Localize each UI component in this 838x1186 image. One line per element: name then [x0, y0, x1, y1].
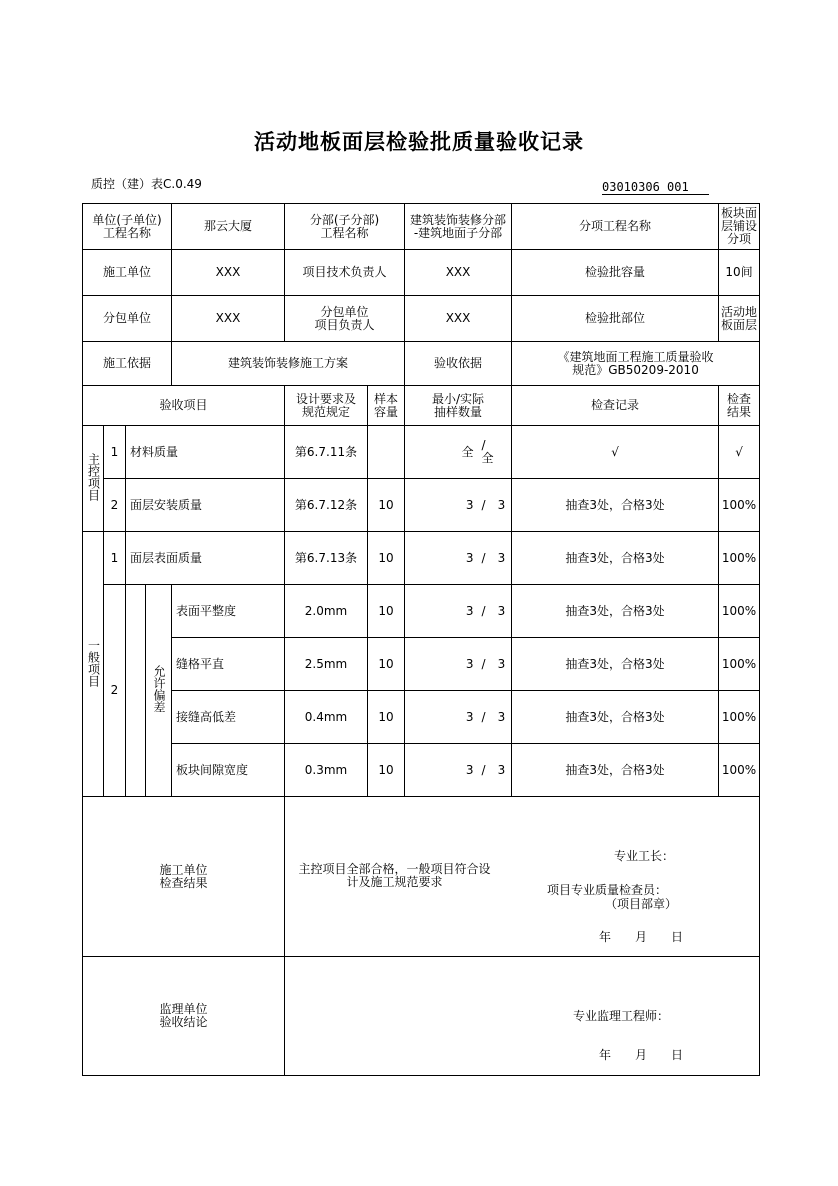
item-design: 0.3mm [285, 744, 368, 797]
item-sample: 10 [368, 744, 405, 797]
item-design: 2.5mm [285, 638, 368, 691]
item-min: 3 [405, 585, 480, 638]
form-code: 质控（建）表C.0.49 [91, 177, 202, 191]
header-row-1 [83, 204, 760, 250]
col-result: 检查 结果 [719, 386, 760, 426]
constructor-value: XXX [172, 250, 285, 296]
item-design: 2.0mm [285, 585, 368, 638]
spacer [126, 585, 146, 797]
header-row-4 [83, 342, 760, 386]
item-no: 1 [104, 426, 126, 479]
main-group-label: 主控项目 [83, 426, 104, 532]
item-result: 100% [719, 479, 760, 532]
item-actual: / 全 [480, 426, 512, 479]
item-name: 缝格平直 [172, 638, 285, 691]
supervisor-label: 专业监理工程师： [573, 1009, 670, 1023]
supervision-body [285, 957, 760, 1076]
item-value: 板块面层铺设 分项 [719, 204, 760, 250]
table-row [83, 532, 760, 585]
item-design: 第6.7.11条 [285, 426, 368, 479]
table-row [83, 479, 760, 532]
item-sample: 10 [368, 479, 405, 532]
capacity-label: 检验批容量 [512, 250, 719, 296]
supervision-row [83, 957, 760, 1076]
item-min: 全 [405, 426, 480, 479]
item-sample: 10 [368, 532, 405, 585]
item-min: 3 [405, 638, 480, 691]
table-row [83, 744, 760, 797]
sub-lead-value: XXX [405, 296, 512, 342]
item-name: 接缝高低差 [172, 691, 285, 744]
construction-check-label: 施工单位 检查结果 [83, 797, 285, 957]
tech-lead-value: XXX [405, 250, 512, 296]
item-actual: / 3 [480, 532, 512, 585]
inspection-table [82, 203, 760, 1076]
table-row [83, 638, 760, 691]
construction-check-row [83, 797, 760, 957]
division-label: 分部(子分部) 工程名称 [285, 204, 405, 250]
table-row [83, 426, 760, 479]
accept-basis-label: 验收依据 [405, 342, 512, 386]
item-label: 分项工程名称 [512, 204, 719, 250]
item-design: 第6.7.12条 [285, 479, 368, 532]
part-label: 检验批部位 [512, 296, 719, 342]
item-result: 100% [719, 532, 760, 585]
column-header-row [83, 386, 760, 426]
construction-date: 年 月 日 [599, 930, 684, 944]
table-row [83, 585, 760, 638]
division-value: 建筑装饰装修分部 -建筑地面子分部 [405, 204, 512, 250]
item-record: 抽查3处，合格3处 [512, 585, 719, 638]
header-row-2 [83, 250, 760, 296]
item-record: 抽查3处，合格3处 [512, 638, 719, 691]
construction-conclusion: 主控项目全部合格，一般项目符合设 计及施工规范要求 [298, 862, 491, 889]
construction-check-body [285, 797, 760, 957]
item-name: 板块间隙宽度 [172, 744, 285, 797]
item-name: 面层表面质量 [126, 532, 285, 585]
tech-lead-label: 项目技术负责人 [285, 250, 405, 296]
col-min-actual: 最小/实际 抽样数量 [405, 386, 512, 426]
col-record: 检查记录 [512, 386, 719, 426]
unit-value: 那云大厦 [172, 204, 285, 250]
item-result: 100% [719, 744, 760, 797]
col-item: 验收项目 [83, 386, 285, 426]
foreman-label: 专业工长： [614, 849, 675, 863]
basis-label: 施工依据 [83, 342, 172, 386]
item-result: 100% [719, 691, 760, 744]
item-min: 3 [405, 691, 480, 744]
document-number: 03010306 001 [602, 180, 709, 195]
col-sample: 样本 容量 [368, 386, 405, 426]
item-record: √ [512, 426, 719, 479]
constructor-label: 施工单位 [83, 250, 172, 296]
item-name: 面层安装质量 [126, 479, 285, 532]
header-row-3 [83, 296, 760, 342]
sub-label: 分包单位 [83, 296, 172, 342]
sub-value: XXX [172, 296, 285, 342]
item-actual: / 3 [480, 479, 512, 532]
unit-label: 单位(子单位) 工程名称 [83, 204, 172, 250]
item-result: 100% [719, 638, 760, 691]
capacity-value: 10间 [719, 250, 760, 296]
col-design: 设计要求及 规范规定 [285, 386, 368, 426]
item-no: 2 [104, 585, 126, 797]
part-value: 活动地板面层 [719, 296, 760, 342]
item-actual: / 3 [480, 691, 512, 744]
supervision-label: 监理单位 验收结论 [83, 957, 285, 1076]
item-sample: 10 [368, 585, 405, 638]
item-record: 抽查3处，合格3处 [512, 532, 719, 585]
item-record: 抽查3处，合格3处 [512, 744, 719, 797]
item-design: 第6.7.13条 [285, 532, 368, 585]
item-name: 表面平整度 [172, 585, 285, 638]
item-design: 0.4mm [285, 691, 368, 744]
item-result: √ [719, 426, 760, 479]
item-actual: / 3 [480, 585, 512, 638]
item-name: 材料质量 [126, 426, 285, 479]
tolerance-label: 允许偏差 [146, 585, 172, 797]
item-no: 2 [104, 479, 126, 532]
item-actual: / 3 [480, 638, 512, 691]
sub-lead-label: 分包单位 项目负责人 [285, 296, 405, 342]
item-min: 3 [405, 479, 480, 532]
supervision-date: 年 月 日 [599, 1048, 684, 1062]
seal-label: （项目部章） [605, 897, 678, 911]
item-record: 抽查3处，合格3处 [512, 691, 719, 744]
item-sample [368, 426, 405, 479]
item-sample: 10 [368, 691, 405, 744]
item-no: 1 [104, 532, 126, 585]
general-group-label: 一般项目 [83, 532, 104, 797]
item-min: 3 [405, 744, 480, 797]
item-record: 抽查3处，合格3处 [512, 479, 719, 532]
item-min: 3 [405, 532, 480, 585]
inspector-label: 项目专业质量检查员： [547, 883, 668, 897]
table-row [83, 691, 760, 744]
page-title: 活动地板面层检验批质量验收记录 [254, 129, 584, 154]
accept-basis-value: 《建筑地面工程施工质量验收 规范》GB50209-2010 [512, 342, 760, 386]
basis-value: 建筑装饰装修施工方案 [172, 342, 405, 386]
item-sample: 10 [368, 638, 405, 691]
item-result: 100% [719, 585, 760, 638]
item-actual: / 3 [480, 744, 512, 797]
